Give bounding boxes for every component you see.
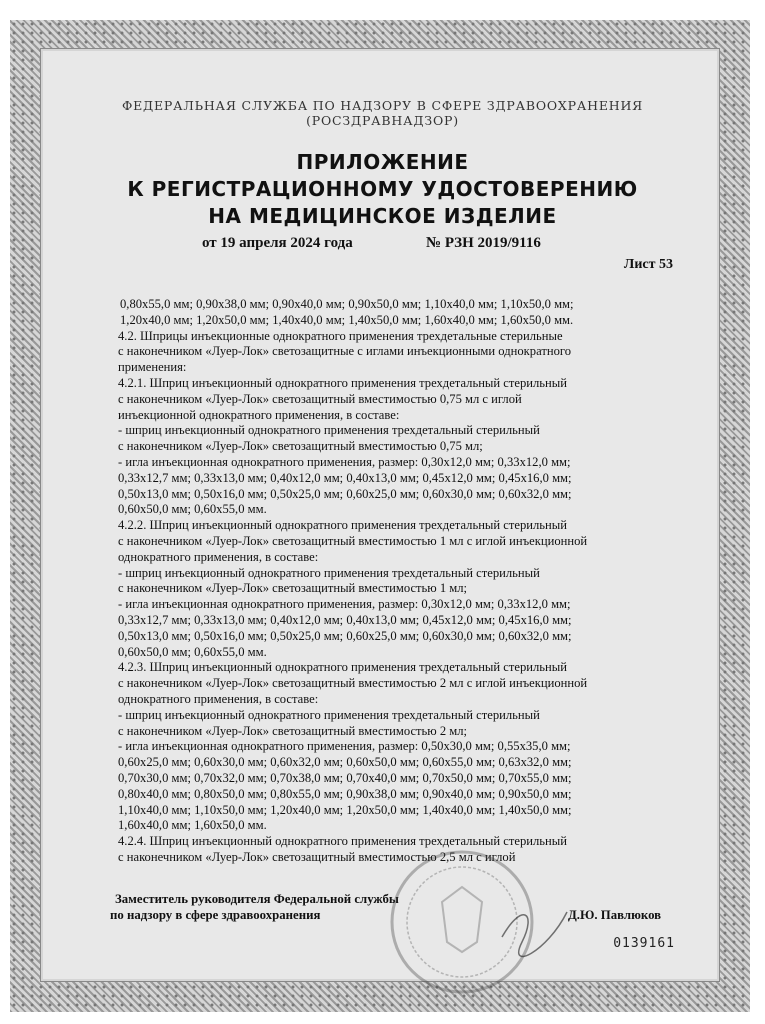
issue-date: от 19 апреля 2024 года — [202, 235, 353, 251]
body-line: инъекционной однократного применения, в составе: — [118, 407, 400, 422]
body-line: однократного применения, в составе: — [118, 691, 319, 706]
body-line: с наконечником «Луер-Лок» светозащитные с иглами инъекционными однократного — [118, 344, 572, 359]
body-line: 4.2. Шприцы инъекционные однократного применения трехдетальные стерильные — [118, 328, 563, 343]
body-line: - шприц инъекционный однократного применения трехдетальный стерильный — [118, 707, 540, 722]
sheet-number: Лист 53 — [623, 257, 673, 272]
body-line: - шприц инъекционный однократного применения трехдетальный стерильный — [118, 565, 540, 580]
agency-abbreviation: (РОСЗДРАВНАДЗОР) — [306, 113, 459, 128]
signature-icon — [502, 912, 567, 956]
signer-position-line1: Заместитель руководителя Федеральной службы — [115, 892, 399, 906]
body-line: - шприц инъекционный однократного применения трехдетальный стерильный — [118, 423, 540, 438]
body-line: 4.2.1. Шприц инъекционный однократного применения трехдетальный стерильный — [118, 375, 567, 390]
body-line: применения: — [118, 360, 187, 375]
body-line: 0,80x40,0 мм; 0,80x50,0 мм; 0,80x55,0 мм; 0,90x38,0 мм; 0,90x40,0 мм; 0,90x50,0 мм; — [118, 786, 572, 801]
body-line: 0,60x50,0 мм; 0,60x55,0 мм. — [118, 502, 267, 517]
body-line: с наконечником «Луер-Лок» светозащитный вместимостью 2 мл с иглой инъекционной — [118, 676, 588, 691]
body-line: с наконечником «Луер-Лок» светозащитный вместимостью 2,5 мл с иглой — [118, 849, 516, 864]
body-line: 1,60x40,0 мм; 1,60x50,0 мм. — [118, 818, 267, 833]
document-title: ПРИЛОЖЕНИЕ — [296, 150, 469, 174]
body-line: 1,20x40,0 мм; 1,20x50,0 мм; 1,40x40,0 мм; 1,40x50,0 мм; 1,60x40,0 мм; 1,60x50,0 мм. — [120, 312, 574, 327]
body-line: 0,60x25,0 мм; 0,60x30,0 мм; 0,60x32,0 мм; 0,60x50,0 мм; 0,60x55,0 мм; 0,63x32,0 мм; — [118, 755, 572, 770]
document-subtitle-line1: К РЕГИСТРАЦИОННОМУ УДОСТОВЕРЕНИЮ — [127, 177, 638, 201]
form-serial-number: 0139161 — [613, 936, 675, 951]
body-line: 1,10x40,0 мм; 1,10x50,0 мм; 1,20x40,0 мм; 1,20x50,0 мм; 1,40x40,0 мм; 1,40x50,0 мм; — [118, 802, 572, 817]
body-line: 0,33x12,7 мм; 0,33x13,0 мм; 0,40x12,0 мм; 0,40x13,0 мм; 0,45x12,0 мм; 0,45x16,0 мм; — [118, 612, 572, 627]
document-body — [118, 297, 698, 866]
body-line: с наконечником «Луер-Лок» светозащитный вместимостью 2 мл; — [118, 723, 468, 738]
body-line: 0,70x30,0 мм; 0,70x32,0 мм; 0,70x38,0 мм; 0,70x40,0 мм; 0,70x50,0 мм; 0,70x55,0 мм; — [118, 770, 572, 785]
body-line: 0,50x13,0 мм; 0,50x16,0 мм; 0,50x25,0 мм; 0,60x25,0 мм; 0,60x30,0 мм; 0,60x32,0 мм; — [118, 628, 572, 643]
body-line: с наконечником «Луер-Лок» светозащитный вместимостью 1 мл с иглой инъекционной — [118, 533, 588, 548]
agency-name: ФЕДЕРАЛЬНАЯ СЛУЖБА ПО НАДЗОРУ В СФЕРЕ ЗДРАВООХРАНЕНИЯ — [121, 98, 644, 113]
body-line: - игла инъекционная однократного применения, размер: 0,30x12,0 мм; 0,33x12,0 мм; — [118, 454, 571, 469]
body-line: с наконечником «Луер-Лок» светозащитный вместимостью 1 мл; — [118, 581, 468, 596]
body-line: с наконечником «Луер-Лок» светозащитный вместимостью 0,75 мл; — [118, 439, 483, 454]
document-subtitle-line2: НА МЕДИЦИНСКОЕ ИЗДЕЛИЕ — [208, 204, 557, 228]
body-line: однократного применения, в составе: — [118, 549, 319, 564]
body-line: - игла инъекционная однократного применения, размер: 0,50x30,0 мм; 0,55x35,0 мм; — [118, 739, 571, 754]
body-line: 4.2.4. Шприц инъекционный однократного применения трехдетальный стерильный — [118, 834, 567, 849]
body-line: 4.2.3. Шприц инъекционный однократного применения трехдетальный стерильный — [118, 660, 567, 675]
body-line: 4.2.2. Шприц инъекционный однократного применения трехдетальный стерильный — [118, 518, 567, 533]
official-seal-icon — [372, 842, 572, 1002]
signer-position-line2: по надзору в сфере здравоохранения — [110, 908, 321, 922]
registration-number: № РЗН 2019/9116 — [426, 235, 541, 251]
body-line: 0,33x12,7 мм; 0,33x13,0 мм; 0,40x12,0 мм; 0,40x13,0 мм; 0,45x12,0 мм; 0,45x16,0 мм; — [118, 470, 572, 485]
body-line: 0,80x55,0 мм; 0,90x38,0 мм; 0,90x40,0 мм; 0,90x50,0 мм; 1,10x40,0 мм; 1,10x50,0 мм; — [120, 297, 574, 311]
body-line: - игла инъекционная однократного применения, размер: 0,30x12,0 мм; 0,33x12,0 мм; — [118, 597, 571, 612]
signer-name: Д.Ю. Павлюков — [568, 908, 662, 922]
body-line: 0,50x13,0 мм; 0,50x16,0 мм; 0,50x25,0 мм; 0,60x25,0 мм; 0,60x30,0 мм; 0,60x32,0 мм; — [118, 486, 572, 501]
body-line: с наконечником «Луер-Лок» светозащитный вместимостью 0,75 мл с иглой — [118, 391, 522, 406]
body-line: 0,60x50,0 мм; 0,60x55,0 мм. — [118, 644, 267, 659]
